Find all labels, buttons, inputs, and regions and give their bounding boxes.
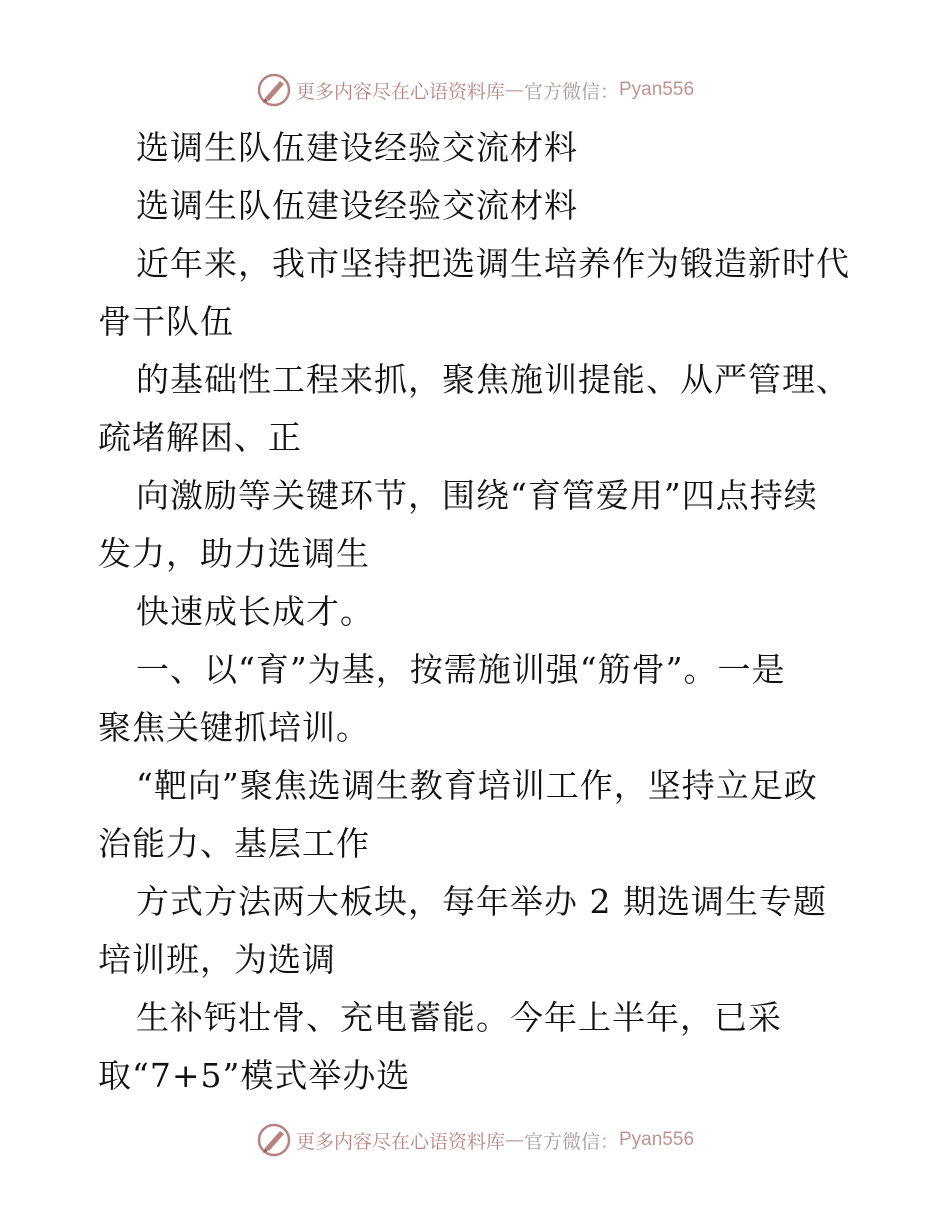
pen-logo-icon [256,72,292,108]
section-heading-line: 一、以“育”为基，按需施训强“筋骨”。一是 [136,650,786,689]
watermark-separator: — [504,1129,524,1151]
paragraph-line: 聚焦关键抓培训。 [98,708,370,747]
watermark-wechat-id: Pyan556 [619,1129,695,1150]
paragraph-line: “靶向”聚焦选调生教育培训工作，坚持立足政 [136,766,818,805]
document-body [98,119,858,1105]
paragraph-line: 生补钙壮骨、充电蓄能。今年上半年，已采 [136,998,782,1037]
watermark-brand-text: 更多内容尽在心语资料库 [295,80,505,103]
watermark-separator: — [504,79,524,101]
paragraph-line: 培训班，为选调 [98,940,336,979]
paragraph-line: 向激励等关键环节，围绕“育管爱用”四点持续 [136,476,818,515]
paragraph-line: 的基础性工程来抓，聚焦施训提能、从严管理、 [136,360,850,399]
watermark-banner-bottom [0,1120,950,1160]
pen-logo-icon [256,1122,292,1158]
paragraph-line: 近年来，我市坚持把选调生培养作为锻造新时代 [136,244,850,283]
watermark-wechat-label: 官方微信： [523,80,619,103]
watermark-banner-top [0,70,950,110]
watermark-wechat-id: Pyan556 [619,79,695,100]
paragraph-line: 快速成长成才。 [136,592,374,631]
watermark-wechat-label: 官方微信： [523,1130,619,1153]
paragraph-line: 骨干队伍 [98,302,234,341]
paragraph-line: 发力，助力选调生 [98,534,370,573]
paragraph-line: 方式方法两大板块，每年举办 2 期选调生专题 [136,882,827,921]
paragraph-line: 疏堵解困、正 [98,418,302,457]
watermark-brand-text: 更多内容尽在心语资料库 [295,1130,505,1153]
document-title: 选调生队伍建设经验交流材料 [136,128,578,167]
document-subtitle: 选调生队伍建设经验交流材料 [136,186,578,225]
paragraph-line: 治能力、基层工作 [98,824,370,863]
paragraph-line: 取“7+5”模式举办选 [98,1056,411,1095]
